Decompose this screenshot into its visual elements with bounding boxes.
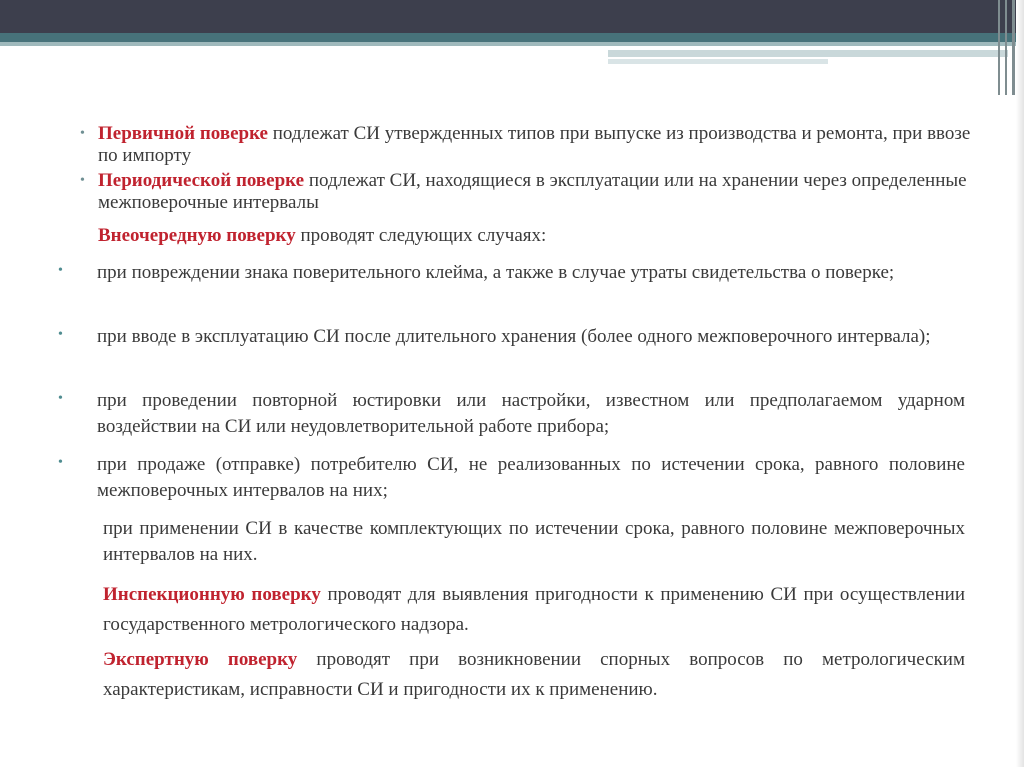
inspection-verification-term: Инспекционную поверку	[103, 584, 321, 605]
expert-verification-paragraph	[103, 645, 965, 705]
decorative-line	[998, 0, 1000, 95]
page-edge-shadow	[1016, 0, 1024, 767]
case-item: при применении СИ в качестве комплектующих по истечении срока, равного половине межповерочных интервалов на них.	[103, 518, 965, 565]
bullet-icon: •	[80, 126, 85, 141]
bullet-icon: •	[58, 455, 63, 470]
header-light-band	[0, 42, 1024, 46]
primary-verification-text: подлежат СИ утвержденных типов при выпуске из производства и ремонта, при ввозе по импорту	[98, 123, 971, 166]
bullet-icon: •	[80, 173, 85, 188]
bullet-icon: •	[58, 391, 63, 406]
inspection-verification-text: проводят для выявления пригодности к применению СИ при осуществлении государственного метрологического надзора.	[103, 584, 965, 635]
decorative-stripe	[608, 50, 1008, 57]
case-item: при повреждении знака поверительного клейма, а также в случае утраты свидетельства о поверке;	[97, 262, 895, 283]
extraordinary-verification-text: проводят следующих случаях:	[295, 225, 547, 246]
extraordinary-verification-term: Внеочередную поверку	[98, 225, 296, 246]
header-bar	[0, 0, 1024, 33]
primary-verification-paragraph	[98, 123, 978, 167]
periodic-verification-text: подлежат СИ, находящиеся в эксплуатации или на хранении через определенные межповерочные интервалы	[98, 170, 967, 213]
decorative-line	[1005, 0, 1007, 95]
bullet-icon: •	[58, 327, 63, 342]
periodic-verification-paragraph	[98, 170, 978, 214]
expert-verification-term: Экспертную поверку	[103, 649, 298, 670]
primary-verification-term: Первичной поверке	[98, 123, 268, 144]
header-accent-band	[0, 33, 1024, 42]
decorative-line	[1012, 0, 1015, 95]
bullet-icon: •	[58, 263, 63, 278]
expert-verification-text: проводят при возникновении спорных вопросов по метрологическим характеристикам, исправности СИ и пригодности их к применению.	[103, 649, 965, 700]
case-item: при продаже (отправке) потребителю СИ, не реализованных по истечении срока, равного половине межповерочных интервалов на них;	[97, 454, 965, 501]
inspection-verification-paragraph	[103, 580, 965, 640]
case-item: при проведении повторной юстировки или настройки, известном или предполагаемом ударном воздействии на СИ или неудовлетворительной работе прибора;	[97, 390, 965, 437]
decorative-stripe	[608, 59, 828, 64]
extraordinary-verification-paragraph	[98, 225, 978, 247]
periodic-verification-term: Периодической поверке	[98, 170, 305, 191]
case-item: при вводе в эксплуатацию СИ после длительного хранения (более одного межповерочного интервала);	[97, 326, 931, 347]
